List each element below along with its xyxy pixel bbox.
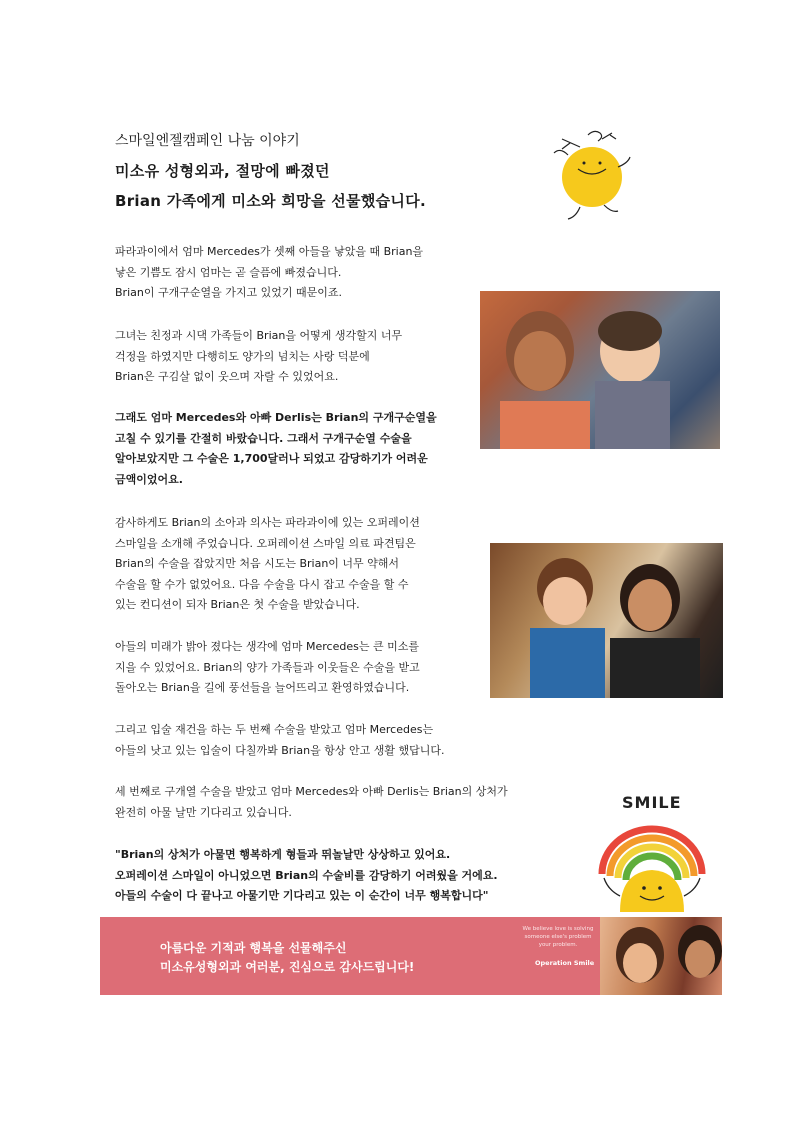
children-photo: [600, 917, 722, 995]
paragraph-line: 돌아오는 Brian을 길에 풍선들을 늘어뜨리고 환영하였습니다.: [115, 681, 410, 694]
smile-label: SMILE: [622, 793, 682, 812]
story-paragraph-1: [115, 242, 423, 304]
smile-mascot-running-illustration: [540, 125, 635, 225]
paragraph-line: Brian은 구김살 없이 웃으며 자랄 수 있었어요.: [115, 370, 339, 383]
banner-line-2: 미소유성형외과 여러분, 진심으로 감사드립니다!: [160, 960, 415, 974]
child-and-mother-photo: [490, 543, 723, 698]
paragraph-line: 완전히 아물 날만 기다리고 있습니다.: [115, 805, 292, 819]
story-paragraph-7: [115, 782, 508, 823]
story-paragraph-6: [115, 720, 444, 761]
paragraph-line: Brian의 수술을 잡았지만 처음 시도는 Brian이 너무 약해서: [115, 557, 400, 570]
banner-message: [160, 939, 414, 977]
paragraph-line: 걱정을 하였지만 다행히도 양가의 넘치는 사랑 덕분에: [115, 349, 370, 363]
paragraph-line: 지을 수 있었어요. Brian의 양가 가족들과 이웃들은 수술을 받고: [115, 660, 420, 674]
headline-line-2: Brian 가족에게 미소와 희망을 선물했습니다.: [115, 192, 427, 210]
paragraph-line: 알아보았지만 그 수술은 1,700달러나 되었고 감당하기가 어려운: [115, 452, 428, 465]
story-paragraph-4: [115, 513, 420, 616]
parent-quote: [115, 845, 498, 907]
paragraph-line: 파라과이에서 엄마 Mercedes가 셋째 아들을 낳았을 때 Brian을: [115, 245, 424, 258]
paragraph-line: 있는 컨디션이 되자 Brian은 첫 수술을 받았습니다.: [115, 598, 360, 611]
paragraph-line: 그래도 엄마 Mercedes와 아빠 Derlis는 Brian의 구개구순열을: [115, 411, 437, 424]
smile-rainbow-mascot-illustration: [590, 812, 715, 917]
paragraph-line: 스마일을 소개해 주었습니다. 오퍼레이션 스마일 의료 파견팀은: [115, 536, 416, 550]
campaign-subtitle: 스마일엔젤캠페인 나눔 이야기: [115, 133, 300, 149]
headline-line-1: 미소유 성형외과, 절망에 빠졌던: [115, 162, 330, 180]
photo-illustration: [480, 291, 720, 449]
paragraph-line: 감사하게도 Brian의 소아과 의사는 파라과이에 있는 오퍼레이션: [115, 516, 420, 529]
story-paragraph-5: [115, 637, 420, 699]
thank-you-banner: [100, 917, 722, 995]
paragraph-line: 세 번째로 구개열 수술을 받았고 엄마 Mercedes와 아빠 Derlis는 Brian의 상처가: [115, 785, 508, 798]
paragraph-line: 고칠 수 있기를 간절히 바랐습니다. 그래서 구개구순열 수술을: [115, 431, 412, 445]
paragraph-line: 금액이었어요.: [115, 472, 183, 486]
paragraph-line: 그녀는 친정과 시댁 가족들이 Brian을 어떻게 생각할지 너무: [115, 329, 403, 342]
banner-slogan: We believe love is solving someone else's problem your problem.: [522, 926, 594, 948]
quote-line: 오퍼레이션 스마일이 아니었으면 Brian의 수술비를 감당하기 어려웠을 거에요.: [115, 868, 498, 882]
story-paragraph-3: [115, 408, 437, 490]
quote-line: 아들의 수술이 다 끝나고 아물기만 기다리고 있는 이 순간이 너무 행복합니다": [115, 889, 489, 902]
paragraph-line: Brian이 구개구순열을 가지고 있었기 때문이죠.: [115, 286, 342, 299]
mother-and-baby-photo: [480, 291, 720, 449]
paragraph-line: 아들의 미래가 밝아 졌다는 생각에 엄마 Mercedes는 큰 미소를: [115, 640, 419, 653]
paragraph-line: 낳은 기쁨도 잠시 엄마는 곧 슬픔에 빠졌습니다.: [115, 265, 342, 279]
story-paragraph-2: [115, 326, 402, 388]
paragraph-line: 그리고 입술 재건을 하는 두 번째 수술을 받았고 엄마 Mercedes는: [115, 723, 434, 736]
quote-line: "Brian의 상처가 아물면 행복하게 형들과 뛰놀날만 상상하고 있어요.: [115, 848, 451, 861]
paragraph-line: 아들의 낫고 있는 입술이 다칠까봐 Brian을 항상 안고 생활 했답니다.: [115, 743, 445, 757]
banner-line-1: 아름다운 기적과 행복을 선물해주신: [160, 941, 347, 955]
paragraph-line: 수술을 할 수가 없었어요. 다음 수술을 다시 잡고 수술을 할 수: [115, 577, 409, 591]
photo-illustration: [490, 543, 723, 698]
photo-illustration: [600, 917, 722, 995]
operation-smile-logo: Operation Smile: [535, 959, 595, 967]
